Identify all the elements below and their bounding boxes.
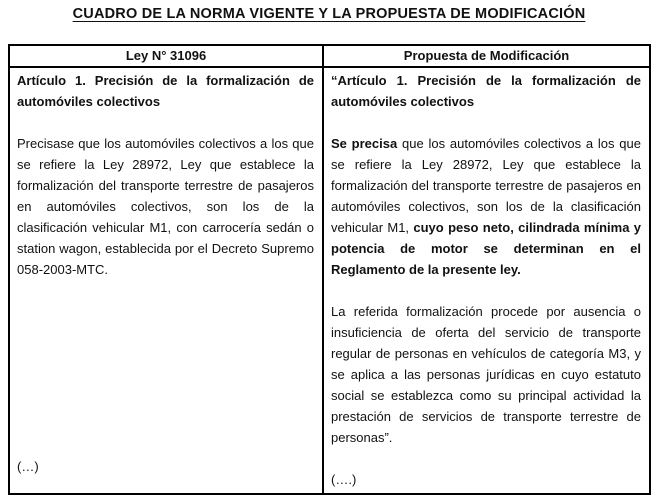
article-paragraph-left: Precisase que los automóviles colectivos a los que se refiere la Ley 28972, Ley que establece la formalización del transporte terrestre de pasajeros en automóviles colectivos, son los de la clasificación vehicular M1, con carrocería sedán o station wagon, establecida por el Decreto Supremo 058-2003-MTC. bbox=[17, 136, 314, 277]
table-header-row bbox=[10, 46, 649, 68]
cell-spacer bbox=[17, 301, 314, 456]
cell-propuesta bbox=[324, 68, 649, 493]
table-body-row bbox=[10, 68, 649, 493]
document-title: CUADRO DE LA NORMA VIGENTE Y LA PROPUESTA DE MODIFICACIÓN bbox=[72, 6, 586, 22]
column-header-ley-31096: Ley N° 31096 bbox=[10, 46, 324, 66]
article-heading-left: Artículo 1. Precisión de la formalización de automóviles colectivos bbox=[17, 73, 314, 109]
bold-lead-text: Se precisa bbox=[331, 136, 398, 151]
article-paragraph-right-1 bbox=[331, 133, 641, 280]
ellipsis-marker-left: (…) bbox=[17, 459, 39, 474]
cell-ley-31096 bbox=[10, 68, 324, 493]
regular-mid-text: que los automóviles colectivos a los que se refiere la Ley 28972, Ley que establece la formalización del transporte terrestre de pasajeros en automóviles colectivos, son los de la clasificación vehicular M1, bbox=[331, 136, 641, 235]
column-header-propuesta: Propuesta de Modificación bbox=[403, 48, 570, 63]
bold-tail-text: cuyo peso neto, cilindrada mínima y potencia de motor se determinan en el Reglamento de la presente ley. bbox=[331, 220, 641, 277]
article-paragraph-right-2: La referida formalización procede por ausencia o insuficiencia de oferta del servicio de transporte regular de personas en vehículos de categoría M3, y se aplica a las personas jurídicas en cuyo estatuto social se establezca como su principal actividad la prestación de servicios de transporte terrestre de personas”. bbox=[331, 304, 641, 445]
article-heading-right: “Artículo 1. Precisión de la formalización de automóviles colectivos bbox=[331, 73, 641, 109]
ellipsis-marker-right: (….) bbox=[331, 472, 357, 487]
comparison-table bbox=[8, 44, 651, 495]
